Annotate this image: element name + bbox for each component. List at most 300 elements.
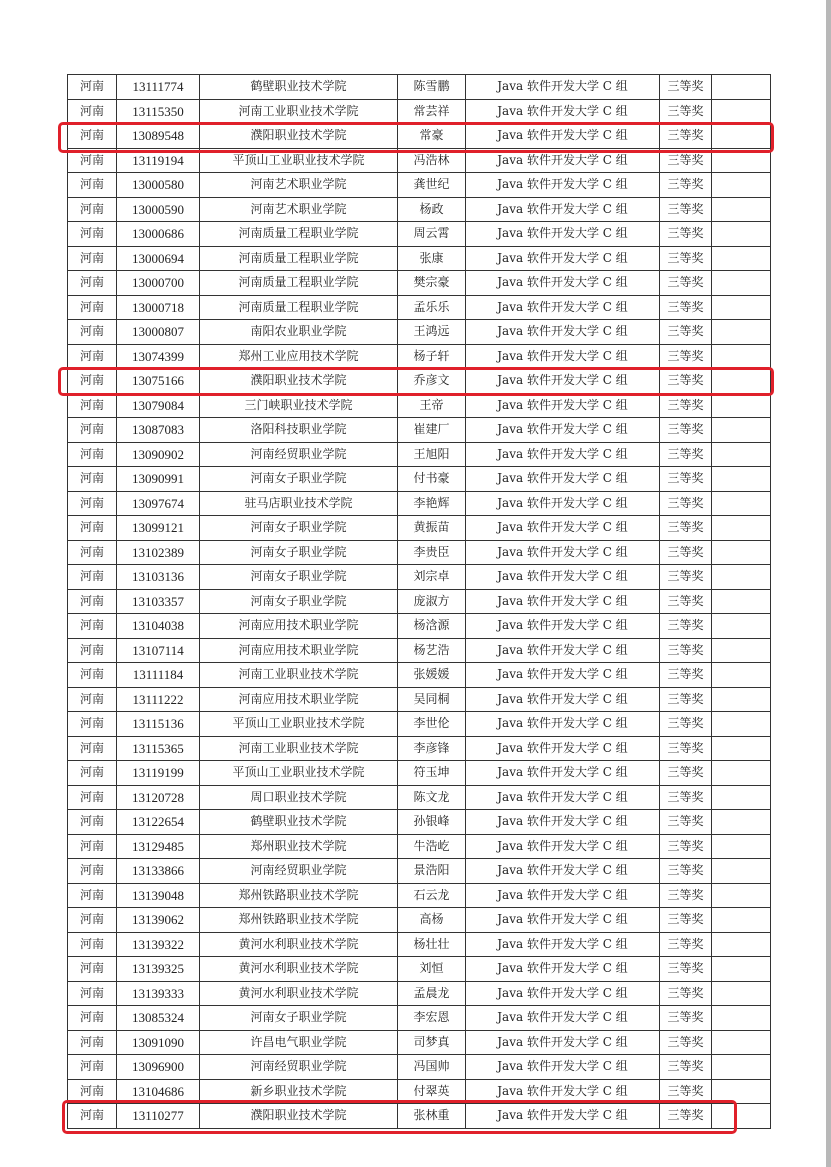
school-cell: 鹤壁职业技术学院 <box>200 810 398 835</box>
note-cell <box>712 981 771 1006</box>
school-cell: 南阳农业职业学院 <box>200 320 398 345</box>
table-row <box>68 687 771 712</box>
school-cell: 郑州工业应用技术学院 <box>200 344 398 369</box>
table-row <box>68 883 771 908</box>
id-cell: 13090991 <box>117 467 200 492</box>
name-cell: 司梦真 <box>398 1030 466 1055</box>
name-cell: 王鸿远 <box>398 320 466 345</box>
table-row <box>68 785 771 810</box>
award-cell: 三等奖 <box>660 491 712 516</box>
name-cell: 张康 <box>398 246 466 271</box>
note-cell <box>712 834 771 859</box>
table-row <box>68 589 771 614</box>
table-row <box>68 295 771 320</box>
name-cell: 常豪 <box>398 124 466 149</box>
name-cell: 陈雪鹏 <box>398 75 466 100</box>
group-cell: Java 软件开发大学 C 组 <box>466 908 660 933</box>
province-cell: 河南 <box>68 442 117 467</box>
award-cell: 三等奖 <box>660 442 712 467</box>
note-cell <box>712 516 771 541</box>
table-row <box>68 197 771 222</box>
table-row <box>68 1104 771 1129</box>
id-cell: 13096900 <box>117 1055 200 1080</box>
school-cell: 河南质量工程职业学院 <box>200 295 398 320</box>
table-row <box>68 320 771 345</box>
note-cell <box>712 540 771 565</box>
note-cell <box>712 369 771 394</box>
award-cell: 三等奖 <box>660 883 712 908</box>
table-row <box>68 516 771 541</box>
table-row <box>68 491 771 516</box>
note-cell <box>712 859 771 884</box>
table-row <box>68 418 771 443</box>
group-cell: Java 软件开发大学 C 组 <box>466 981 660 1006</box>
group-cell: Java 软件开发大学 C 组 <box>466 687 660 712</box>
name-cell: 崔建厂 <box>398 418 466 443</box>
school-cell: 河南女子职业学院 <box>200 565 398 590</box>
school-cell: 三门峡职业技术学院 <box>200 393 398 418</box>
name-cell: 杨政 <box>398 197 466 222</box>
id-cell: 13000590 <box>117 197 200 222</box>
name-cell: 常芸祥 <box>398 99 466 124</box>
note-cell <box>712 1030 771 1055</box>
note-cell <box>712 271 771 296</box>
school-cell: 周口职业技术学院 <box>200 785 398 810</box>
group-cell: Java 软件开发大学 C 组 <box>466 418 660 443</box>
group-cell: Java 软件开发大学 C 组 <box>466 712 660 737</box>
name-cell: 杨艺浩 <box>398 638 466 663</box>
table-row <box>68 271 771 296</box>
award-cell: 三等奖 <box>660 785 712 810</box>
award-cell: 三等奖 <box>660 1104 712 1129</box>
province-cell: 河南 <box>68 736 117 761</box>
province-cell: 河南 <box>68 99 117 124</box>
table-row <box>68 222 771 247</box>
name-cell: 杨子轩 <box>398 344 466 369</box>
award-table <box>67 74 771 1129</box>
school-cell: 河南工业职业技术学院 <box>200 663 398 688</box>
name-cell: 李艳辉 <box>398 491 466 516</box>
award-cell: 三等奖 <box>660 246 712 271</box>
award-table-body <box>68 75 771 1129</box>
note-cell <box>712 614 771 639</box>
id-cell: 13091090 <box>117 1030 200 1055</box>
note-cell <box>712 883 771 908</box>
id-cell: 13129485 <box>117 834 200 859</box>
id-cell: 13133866 <box>117 859 200 884</box>
province-cell: 河南 <box>68 883 117 908</box>
province-cell: 河南 <box>68 687 117 712</box>
id-cell: 13115350 <box>117 99 200 124</box>
name-cell: 周云霄 <box>398 222 466 247</box>
school-cell: 鹤壁职业技术学院 <box>200 75 398 100</box>
note-cell <box>712 320 771 345</box>
award-cell: 三等奖 <box>660 369 712 394</box>
group-cell: Java 软件开发大学 C 组 <box>466 75 660 100</box>
table-row <box>68 932 771 957</box>
province-cell: 河南 <box>68 638 117 663</box>
province-cell: 河南 <box>68 467 117 492</box>
school-cell: 黄河水利职业技术学院 <box>200 981 398 1006</box>
group-cell: Java 软件开发大学 C 组 <box>466 320 660 345</box>
province-cell: 河南 <box>68 320 117 345</box>
award-cell: 三等奖 <box>660 957 712 982</box>
group-cell: Java 软件开发大学 C 组 <box>466 810 660 835</box>
table-row <box>68 369 771 394</box>
name-cell: 高杨 <box>398 908 466 933</box>
school-cell: 河南女子职业学院 <box>200 589 398 614</box>
name-cell: 孙银峰 <box>398 810 466 835</box>
award-cell: 三等奖 <box>660 295 712 320</box>
province-cell: 河南 <box>68 516 117 541</box>
name-cell: 乔彦文 <box>398 369 466 394</box>
id-cell: 13119194 <box>117 148 200 173</box>
school-cell: 平顶山工业职业技术学院 <box>200 712 398 737</box>
table-row <box>68 148 771 173</box>
table-row <box>68 663 771 688</box>
name-cell: 冯浩林 <box>398 148 466 173</box>
id-cell: 13111774 <box>117 75 200 100</box>
group-cell: Java 软件开发大学 C 组 <box>466 565 660 590</box>
id-cell: 13111184 <box>117 663 200 688</box>
name-cell: 李世伦 <box>398 712 466 737</box>
group-cell: Java 软件开发大学 C 组 <box>466 393 660 418</box>
id-cell: 13097674 <box>117 491 200 516</box>
award-cell: 三等奖 <box>660 173 712 198</box>
group-cell: Java 软件开发大学 C 组 <box>466 883 660 908</box>
school-cell: 河南经贸职业学院 <box>200 442 398 467</box>
scrollbar-track[interactable] <box>826 0 831 1167</box>
province-cell: 河南 <box>68 981 117 1006</box>
table-row <box>68 75 771 100</box>
group-cell: Java 软件开发大学 C 组 <box>466 589 660 614</box>
province-cell: 河南 <box>68 1006 117 1031</box>
name-cell: 符玉坤 <box>398 761 466 786</box>
note-cell <box>712 687 771 712</box>
id-cell: 13120728 <box>117 785 200 810</box>
id-cell: 13090902 <box>117 442 200 467</box>
group-cell: Java 软件开发大学 C 组 <box>466 1030 660 1055</box>
award-cell: 三等奖 <box>660 540 712 565</box>
school-cell: 新乡职业技术学院 <box>200 1079 398 1104</box>
id-cell: 13087083 <box>117 418 200 443</box>
table-row <box>68 810 771 835</box>
group-cell: Java 软件开发大学 C 组 <box>466 516 660 541</box>
id-cell: 13139333 <box>117 981 200 1006</box>
note-cell <box>712 99 771 124</box>
award-cell: 三等奖 <box>660 736 712 761</box>
award-cell: 三等奖 <box>660 981 712 1006</box>
group-cell: Java 软件开发大学 C 组 <box>466 222 660 247</box>
group-cell: Java 软件开发大学 C 组 <box>466 834 660 859</box>
award-cell: 三等奖 <box>660 1030 712 1055</box>
school-cell: 平顶山工业职业技术学院 <box>200 761 398 786</box>
group-cell: Java 软件开发大学 C 组 <box>466 614 660 639</box>
group-cell: Java 软件开发大学 C 组 <box>466 173 660 198</box>
id-cell: 13074399 <box>117 344 200 369</box>
province-cell: 河南 <box>68 761 117 786</box>
table-row <box>68 393 771 418</box>
id-cell: 13102389 <box>117 540 200 565</box>
group-cell: Java 软件开发大学 C 组 <box>466 442 660 467</box>
id-cell: 13000686 <box>117 222 200 247</box>
name-cell: 付翠英 <box>398 1079 466 1104</box>
table-row <box>68 442 771 467</box>
province-cell: 河南 <box>68 614 117 639</box>
province-cell: 河南 <box>68 540 117 565</box>
school-cell: 河南女子职业学院 <box>200 540 398 565</box>
award-cell: 三等奖 <box>660 687 712 712</box>
group-cell: Java 软件开发大学 C 组 <box>466 271 660 296</box>
award-cell: 三等奖 <box>660 1006 712 1031</box>
note-cell <box>712 957 771 982</box>
province-cell: 河南 <box>68 75 117 100</box>
province-cell: 河南 <box>68 1055 117 1080</box>
group-cell: Java 软件开发大学 C 组 <box>466 957 660 982</box>
note-cell <box>712 736 771 761</box>
school-cell: 洛阳科技职业学院 <box>200 418 398 443</box>
id-cell: 13115136 <box>117 712 200 737</box>
group-cell: Java 软件开发大学 C 组 <box>466 246 660 271</box>
school-cell: 河南女子职业学院 <box>200 1006 398 1031</box>
province-cell: 河南 <box>68 393 117 418</box>
name-cell: 刘宗卓 <box>398 565 466 590</box>
id-cell: 13000718 <box>117 295 200 320</box>
id-cell: 13103357 <box>117 589 200 614</box>
group-cell: Java 软件开发大学 C 组 <box>466 295 660 320</box>
id-cell: 13139322 <box>117 932 200 957</box>
name-cell: 石云龙 <box>398 883 466 908</box>
id-cell: 13000694 <box>117 246 200 271</box>
award-cell: 三等奖 <box>660 124 712 149</box>
table-row <box>68 761 771 786</box>
id-cell: 13119199 <box>117 761 200 786</box>
school-cell: 河南应用技术职业学院 <box>200 638 398 663</box>
note-cell <box>712 491 771 516</box>
name-cell: 张媛媛 <box>398 663 466 688</box>
table-row <box>68 981 771 1006</box>
table-row <box>68 834 771 859</box>
award-cell: 三等奖 <box>660 148 712 173</box>
province-cell: 河南 <box>68 859 117 884</box>
group-cell: Java 软件开发大学 C 组 <box>466 1104 660 1129</box>
group-cell: Java 软件开发大学 C 组 <box>466 540 660 565</box>
name-cell: 庞淑方 <box>398 589 466 614</box>
school-cell: 郑州铁路职业技术学院 <box>200 908 398 933</box>
name-cell: 李贵臣 <box>398 540 466 565</box>
id-cell: 13099121 <box>117 516 200 541</box>
group-cell: Java 软件开发大学 C 组 <box>466 369 660 394</box>
table-row <box>68 467 771 492</box>
award-cell: 三等奖 <box>660 761 712 786</box>
table-row <box>68 614 771 639</box>
province-cell: 河南 <box>68 344 117 369</box>
province-cell: 河南 <box>68 908 117 933</box>
school-cell: 河南女子职业学院 <box>200 467 398 492</box>
school-cell: 河南质量工程职业学院 <box>200 271 398 296</box>
group-cell: Java 软件开发大学 C 组 <box>466 197 660 222</box>
school-cell: 黄河水利职业技术学院 <box>200 932 398 957</box>
province-cell: 河南 <box>68 663 117 688</box>
school-cell: 河南质量工程职业学院 <box>200 246 398 271</box>
province-cell: 河南 <box>68 834 117 859</box>
award-cell: 三等奖 <box>660 638 712 663</box>
award-cell: 三等奖 <box>660 271 712 296</box>
award-cell: 三等奖 <box>660 75 712 100</box>
table-row <box>68 565 771 590</box>
school-cell: 濮阳职业技术学院 <box>200 124 398 149</box>
school-cell: 平顶山工业职业技术学院 <box>200 148 398 173</box>
province-cell: 河南 <box>68 418 117 443</box>
school-cell: 许昌电气职业学院 <box>200 1030 398 1055</box>
id-cell: 13122654 <box>117 810 200 835</box>
note-cell <box>712 173 771 198</box>
province-cell: 河南 <box>68 271 117 296</box>
province-cell: 河南 <box>68 491 117 516</box>
id-cell: 13110277 <box>117 1104 200 1129</box>
province-cell: 河南 <box>68 565 117 590</box>
name-cell: 王旭阳 <box>398 442 466 467</box>
note-cell <box>712 785 771 810</box>
name-cell: 刘恒 <box>398 957 466 982</box>
table-row <box>68 736 771 761</box>
award-cell: 三等奖 <box>660 859 712 884</box>
name-cell: 孟晨龙 <box>398 981 466 1006</box>
table-row <box>68 1030 771 1055</box>
note-cell <box>712 638 771 663</box>
group-cell: Java 软件开发大学 C 组 <box>466 1055 660 1080</box>
note-cell <box>712 124 771 149</box>
group-cell: Java 软件开发大学 C 组 <box>466 148 660 173</box>
name-cell: 王帝 <box>398 393 466 418</box>
note-cell <box>712 246 771 271</box>
school-cell: 郑州铁路职业技术学院 <box>200 883 398 908</box>
school-cell: 河南女子职业学院 <box>200 516 398 541</box>
id-cell: 13104038 <box>117 614 200 639</box>
province-cell: 河南 <box>68 197 117 222</box>
note-cell <box>712 932 771 957</box>
province-cell: 河南 <box>68 148 117 173</box>
award-cell: 三等奖 <box>660 565 712 590</box>
group-cell: Java 软件开发大学 C 组 <box>466 344 660 369</box>
note-cell <box>712 565 771 590</box>
award-cell: 三等奖 <box>660 467 712 492</box>
note-cell <box>712 712 771 737</box>
group-cell: Java 软件开发大学 C 组 <box>466 99 660 124</box>
award-cell: 三等奖 <box>660 197 712 222</box>
province-cell: 河南 <box>68 295 117 320</box>
award-cell: 三等奖 <box>660 99 712 124</box>
table-row <box>68 124 771 149</box>
table-row <box>68 908 771 933</box>
award-cell: 三等奖 <box>660 908 712 933</box>
id-cell: 13075166 <box>117 369 200 394</box>
award-cell: 三等奖 <box>660 222 712 247</box>
table-row <box>68 173 771 198</box>
table-row <box>68 246 771 271</box>
name-cell: 孟乐乐 <box>398 295 466 320</box>
group-cell: Java 软件开发大学 C 组 <box>466 663 660 688</box>
award-cell: 三等奖 <box>660 516 712 541</box>
name-cell: 黄振苗 <box>398 516 466 541</box>
province-cell: 河南 <box>68 932 117 957</box>
school-cell: 河南质量工程职业学院 <box>200 222 398 247</box>
award-cell: 三等奖 <box>660 589 712 614</box>
group-cell: Java 软件开发大学 C 组 <box>466 638 660 663</box>
id-cell: 13139325 <box>117 957 200 982</box>
table-row <box>68 712 771 737</box>
note-cell <box>712 1104 771 1129</box>
id-cell: 13139062 <box>117 908 200 933</box>
table-row <box>68 344 771 369</box>
province-cell: 河南 <box>68 124 117 149</box>
province-cell: 河南 <box>68 246 117 271</box>
name-cell: 杨壮壮 <box>398 932 466 957</box>
school-cell: 黄河水利职业技术学院 <box>200 957 398 982</box>
note-cell <box>712 589 771 614</box>
id-cell: 13139048 <box>117 883 200 908</box>
province-cell: 河南 <box>68 1104 117 1129</box>
id-cell: 13111222 <box>117 687 200 712</box>
table-row <box>68 859 771 884</box>
table-row <box>68 99 771 124</box>
group-cell: Java 软件开发大学 C 组 <box>466 467 660 492</box>
group-cell: Java 软件开发大学 C 组 <box>466 491 660 516</box>
note-cell <box>712 908 771 933</box>
id-cell: 13104686 <box>117 1079 200 1104</box>
group-cell: Java 软件开发大学 C 组 <box>466 1006 660 1031</box>
school-cell: 郑州职业技术学院 <box>200 834 398 859</box>
school-cell: 驻马店职业技术学院 <box>200 491 398 516</box>
name-cell: 吴同桐 <box>398 687 466 712</box>
id-cell: 13000807 <box>117 320 200 345</box>
note-cell <box>712 1079 771 1104</box>
note-cell <box>712 418 771 443</box>
note-cell <box>712 761 771 786</box>
province-cell: 河南 <box>68 589 117 614</box>
school-cell: 河南经贸职业学院 <box>200 1055 398 1080</box>
name-cell: 杨浛源 <box>398 614 466 639</box>
note-cell <box>712 1006 771 1031</box>
table-row <box>68 1055 771 1080</box>
school-cell: 河南工业职业技术学院 <box>200 736 398 761</box>
award-cell: 三等奖 <box>660 810 712 835</box>
award-cell: 三等奖 <box>660 393 712 418</box>
province-cell: 河南 <box>68 369 117 394</box>
province-cell: 河南 <box>68 712 117 737</box>
note-cell <box>712 75 771 100</box>
id-cell: 13079084 <box>117 393 200 418</box>
note-cell <box>712 393 771 418</box>
name-cell: 龚世纪 <box>398 173 466 198</box>
award-cell: 三等奖 <box>660 932 712 957</box>
group-cell: Java 软件开发大学 C 组 <box>466 859 660 884</box>
id-cell: 13085324 <box>117 1006 200 1031</box>
name-cell: 冯国帅 <box>398 1055 466 1080</box>
school-cell: 濮阳职业技术学院 <box>200 369 398 394</box>
name-cell: 张林重 <box>398 1104 466 1129</box>
award-cell: 三等奖 <box>660 1079 712 1104</box>
note-cell <box>712 344 771 369</box>
name-cell: 李彦锋 <box>398 736 466 761</box>
table-row <box>68 957 771 982</box>
name-cell: 李宏恩 <box>398 1006 466 1031</box>
province-cell: 河南 <box>68 957 117 982</box>
award-cell: 三等奖 <box>660 344 712 369</box>
id-cell: 13089548 <box>117 124 200 149</box>
id-cell: 13103136 <box>117 565 200 590</box>
award-cell: 三等奖 <box>660 1055 712 1080</box>
